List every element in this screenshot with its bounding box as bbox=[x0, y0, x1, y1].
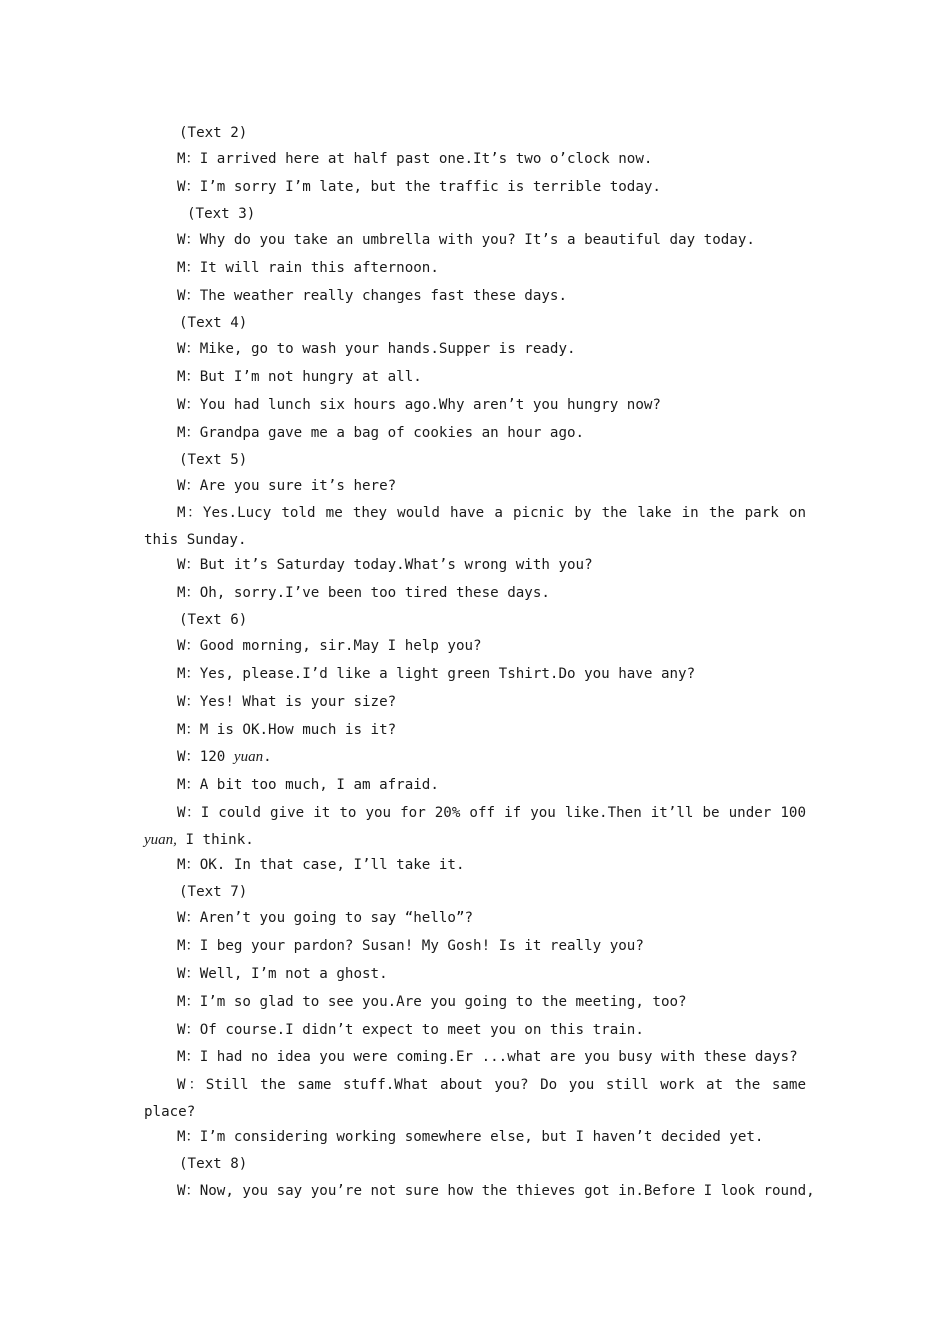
text-line bbox=[177, 503, 806, 523]
italic-text: yuan, bbox=[144, 832, 177, 848]
text-line bbox=[177, 476, 396, 496]
line-text: . bbox=[263, 749, 272, 765]
text-line bbox=[177, 1047, 798, 1067]
text-line bbox=[179, 882, 247, 902]
text-line bbox=[179, 313, 247, 333]
line-text: M：It will rain this afternoon. bbox=[177, 260, 439, 276]
line-text: W：Aren’t you going to say “hello”? bbox=[177, 910, 474, 926]
text-line bbox=[177, 720, 396, 740]
text-line bbox=[177, 555, 593, 575]
text-line bbox=[179, 450, 247, 470]
line-text: W：I’m sorry I’m late, but the traffic is terrible today. bbox=[177, 179, 661, 195]
text-line bbox=[187, 204, 255, 224]
line-text: W：Now, you say you’re not sure how the thieves got in.Before I look round, bbox=[177, 1183, 815, 1199]
line-text: W：You had lunch six hours ago.Why aren’t you hungry now? bbox=[177, 397, 661, 413]
line-text: M：M is OK.How much is it? bbox=[177, 722, 397, 738]
line-text: M：A bit too much, I am afraid. bbox=[177, 777, 439, 793]
line-text: W：I could give it to you for 20% off if you like.Then it’ll be under 100 bbox=[177, 805, 806, 821]
line-text: W：Why do you take an umbrella with you? It’s a beautiful day today. bbox=[177, 232, 755, 248]
line-text: M：Yes.Lucy told me they would have a picnic by the lake in the park on bbox=[177, 505, 806, 521]
text-line bbox=[144, 530, 247, 550]
text-line bbox=[144, 830, 254, 850]
line-text: W：Well, I’m not a ghost. bbox=[177, 966, 388, 982]
line-text: W：Of course.I didn’t expect to meet you on this train. bbox=[177, 1022, 644, 1038]
text-line bbox=[177, 258, 439, 278]
text-line bbox=[177, 908, 473, 928]
line-text: (Text 6) bbox=[179, 612, 248, 628]
line-text: this Sunday. bbox=[144, 532, 247, 548]
text-line bbox=[177, 1127, 763, 1147]
text-line bbox=[177, 286, 567, 306]
text-line bbox=[177, 636, 482, 656]
line-text: (Text 7) bbox=[179, 884, 248, 900]
text-line bbox=[177, 583, 550, 603]
text-line bbox=[177, 1020, 644, 1040]
line-text: (Text 5) bbox=[179, 452, 248, 468]
line-text: M：I’m so glad to see you.Are you going to the meeting, too? bbox=[177, 994, 687, 1010]
line-text: M：But I’m not hungry at all. bbox=[177, 369, 422, 385]
line-text: W：Yes! What is your size? bbox=[177, 694, 397, 710]
line-text: M：Oh, sorry.I’ve been too tired these days. bbox=[177, 585, 550, 601]
line-text: (Text 2) bbox=[179, 125, 248, 141]
line-text: M：OK. In that case, I’ll take it. bbox=[177, 857, 465, 873]
line-text: (Text 8) bbox=[179, 1156, 248, 1172]
line-text: place? bbox=[144, 1104, 196, 1120]
line-text: W：120 bbox=[177, 749, 234, 765]
text-line bbox=[177, 1181, 815, 1201]
text-line bbox=[177, 177, 661, 197]
text-line bbox=[177, 964, 388, 984]
text-line bbox=[177, 992, 687, 1012]
text-line bbox=[179, 1154, 247, 1174]
text-line bbox=[177, 339, 576, 359]
text-line bbox=[177, 747, 272, 767]
text-line bbox=[179, 123, 247, 143]
text-line bbox=[177, 149, 652, 169]
line-text: W：Mike, go to wash your hands.Supper is ready. bbox=[177, 341, 576, 357]
text-line bbox=[177, 936, 644, 956]
text-line bbox=[177, 775, 439, 795]
text-line bbox=[177, 692, 396, 712]
text-line bbox=[179, 610, 247, 630]
text-line bbox=[144, 1102, 195, 1122]
text-line bbox=[177, 395, 661, 415]
line-text: M：Grandpa gave me a bag of cookies an hour ago. bbox=[177, 425, 585, 441]
line-text: M：Yes, please.I’d like a light green Tshirt.Do you have any? bbox=[177, 666, 696, 682]
line-text: W：Good morning, sir.May I help you? bbox=[177, 638, 482, 654]
text-line bbox=[177, 803, 806, 823]
line-text: M：I had no idea you were coming.Er ...what are you busy with these days? bbox=[177, 1049, 798, 1065]
italic-text: yuan bbox=[233, 749, 264, 765]
line-text: (Text 4) bbox=[179, 315, 248, 331]
text-line bbox=[177, 1075, 806, 1095]
line-text: W：The weather really changes fast these days. bbox=[177, 288, 568, 304]
line-text: (Text 3) bbox=[187, 206, 256, 222]
line-text: M：I arrived here at half past one.It’s two o’clock now. bbox=[177, 151, 653, 167]
line-text: M：I’m considering working somewhere else, but I haven’t decided yet. bbox=[177, 1129, 764, 1145]
text-line bbox=[177, 367, 422, 387]
text-line bbox=[177, 230, 755, 250]
line-text: M：I beg your pardon? Susan! My Gosh! Is it really you? bbox=[177, 938, 644, 954]
text-line bbox=[177, 664, 695, 684]
line-text: W：Still the same stuff.What about you? Do you still work at the same bbox=[177, 1077, 806, 1093]
line-text: I think. bbox=[176, 832, 254, 848]
line-text: W：Are you sure it’s here? bbox=[177, 478, 397, 494]
line-text: W：But it’s Saturday today.What’s wrong with you? bbox=[177, 557, 593, 573]
text-line bbox=[177, 855, 465, 875]
text-line bbox=[177, 423, 584, 443]
